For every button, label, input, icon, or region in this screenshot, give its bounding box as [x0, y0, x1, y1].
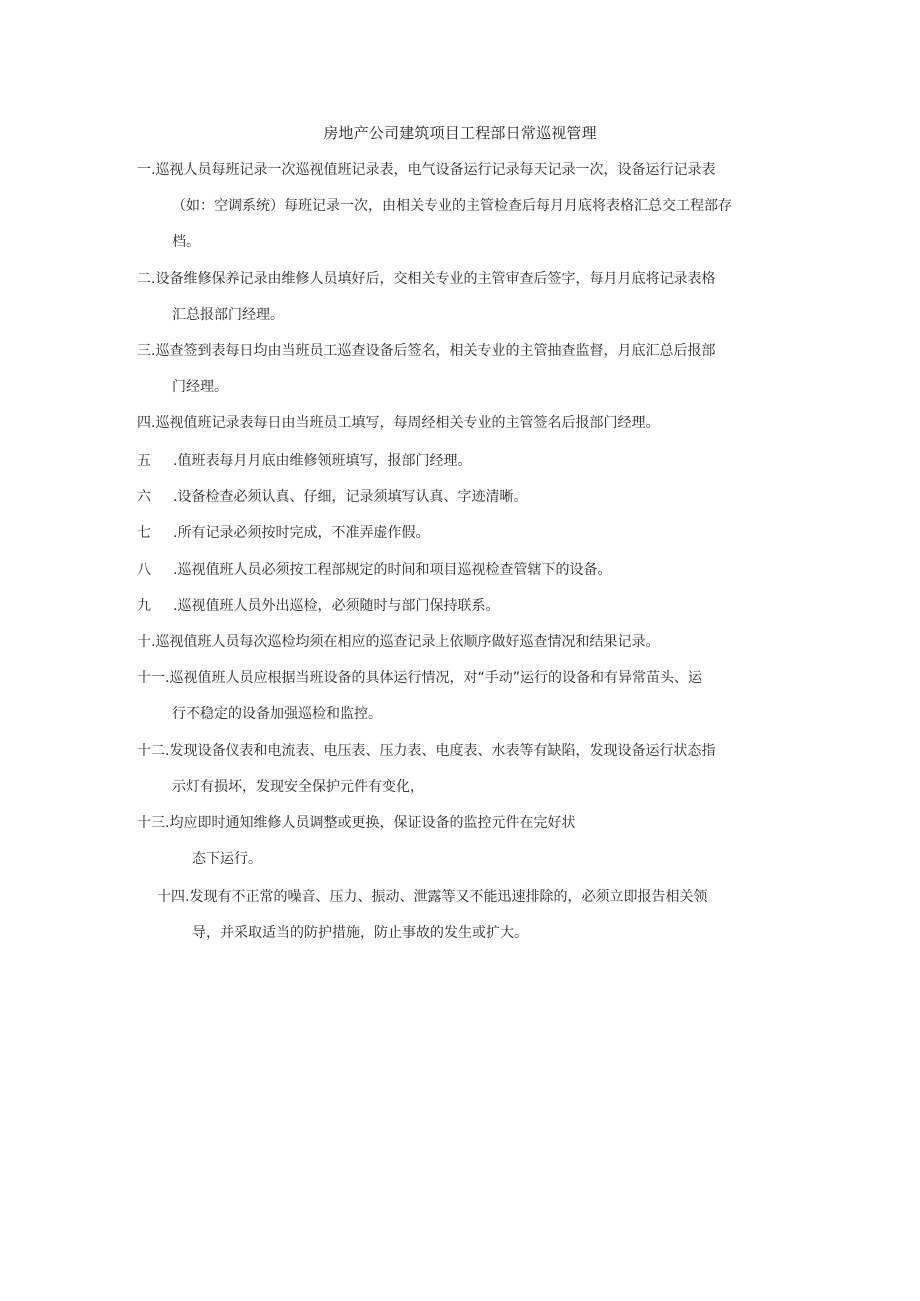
list-item [137, 333, 787, 405]
list-item [137, 515, 787, 551]
item-line [157, 879, 807, 915]
item-line [137, 805, 787, 841]
item-text: 均应即时通知维修人员调整或更换，保证设备的监控元件在完好状 [169, 815, 576, 831]
item-text: 发现设备仪表和电流表、电压表、压力表、电度表、水表等有缺陷，发现设备运行状态指 [169, 743, 716, 759]
list-item [137, 805, 787, 877]
item-line: 档。 [172, 234, 200, 250]
item-number: 十二. [137, 743, 170, 759]
list-item [137, 152, 787, 260]
item-number: 七 [137, 525, 151, 541]
item-line [137, 552, 787, 588]
item-number: 六 [137, 489, 151, 505]
item-text: 巡视值班人员每次巡检均须在相应的巡查记录上依顺序做好巡查情况和结果记录。 [155, 634, 660, 650]
item-line [137, 333, 787, 369]
item-number: 一. [137, 162, 156, 178]
item-line: 行不稳定的设备加强巡检和监控。 [172, 706, 382, 722]
item-text: .巡视值班人员必须按工程部规定的时间和项目巡视检查管辖下的设备。 [173, 562, 612, 578]
item-line [137, 152, 787, 188]
item-line: 示灯有损坏，发现安全保护元件有变化， [172, 779, 424, 795]
list-item [137, 261, 787, 333]
item-number: 十三. [137, 815, 170, 831]
item-text: .所有记录必须按时完成，不准弄虚作假。 [173, 525, 430, 541]
item-line [137, 479, 787, 515]
item-line [137, 624, 787, 660]
item-number: 五 [137, 453, 151, 469]
item-text: 巡视人员每班记录一次巡视值班记录表，电气设备运行记录每天记录一次，设备运行记录表 [155, 162, 716, 178]
item-number: 十. [137, 634, 156, 650]
item-line [137, 733, 787, 769]
item-text: 巡视值班人员应根据当班设备的具体运行情况，对“手动”运行的设备和有异常苗头、运 [169, 670, 702, 686]
list-item [157, 879, 807, 951]
item-line [137, 515, 787, 551]
list-item [137, 660, 787, 732]
list-item [137, 733, 787, 805]
list-item [137, 552, 787, 588]
page-title: 房地产公司建筑项目工程部日常巡视管理 [323, 124, 597, 142]
item-line [137, 443, 787, 479]
item-number: 八 [137, 562, 151, 578]
item-number: 三. [137, 343, 156, 359]
item-text: 设备维修保养记录由维修人员填好后，交相关专业的主管审查后签字，每月月底将记录表格 [155, 271, 716, 287]
item-text: 发现有不正常的噪音、压力、振动、泄露等又不能迅速排除的，必须立即报告相关领 [189, 889, 708, 905]
item-text: .值班表每月月底由维修领班填写，报部门经理。 [173, 453, 472, 469]
item-number: 十一. [137, 670, 170, 686]
item-line: 态下运行。 [192, 851, 262, 867]
list-item [137, 624, 787, 660]
item-number: 四. [137, 415, 156, 431]
item-line [137, 405, 787, 441]
item-line: （如：空调系统）每班记录一次，由相关专业的主管检查后每月月底将表格汇总交工程部存 [172, 198, 732, 214]
item-number: 二. [137, 271, 156, 287]
item-text: .巡视值班人员外出巡检，必须随时与部门保持联系。 [173, 598, 500, 614]
item-line [137, 261, 787, 297]
item-line [137, 660, 787, 696]
item-line: 导，并采取适当的防护措施，防止事故的发生或扩大。 [192, 925, 528, 941]
item-number: 九 [137, 598, 151, 614]
item-text: .设备检查必须认真、仔细，记录须填写认真、字迹清晰。 [173, 489, 528, 505]
list-item [137, 479, 787, 515]
item-text: 巡查签到表每日均由当班员工巡查设备后签名，相关专业的主管抽查监督，月底汇总后报部 [155, 343, 716, 359]
item-line [137, 588, 787, 624]
item-text: 巡视值班记录表每日由当班员工填写，每周经相关专业的主管签名后报部门经理。 [155, 415, 660, 431]
list-item [137, 588, 787, 624]
list-item [137, 443, 787, 479]
list-item [137, 405, 787, 441]
item-line: 门经理。 [172, 379, 228, 395]
item-number: 十四. [157, 889, 190, 905]
item-line: 汇总报部门经理。 [172, 307, 284, 323]
